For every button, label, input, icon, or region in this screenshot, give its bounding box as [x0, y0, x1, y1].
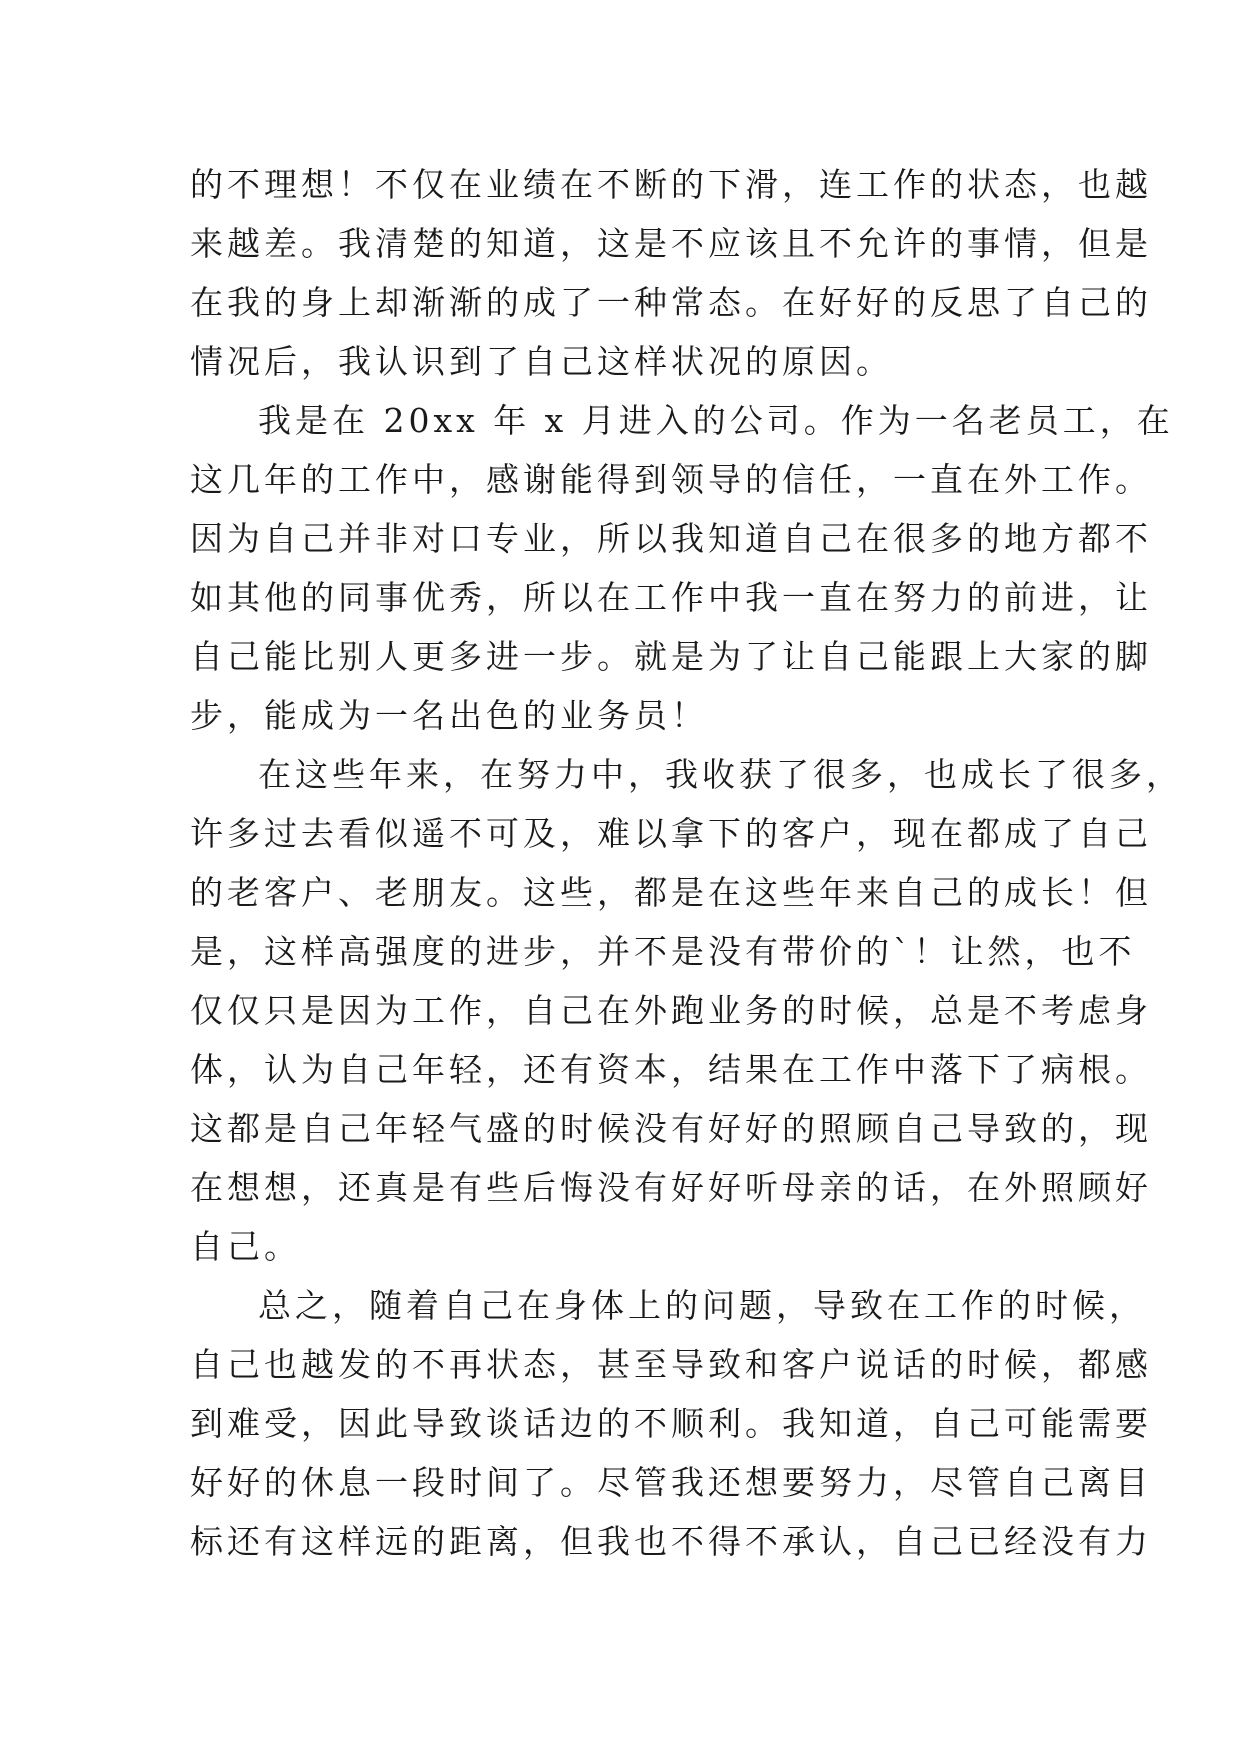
text-line: 这几年的工作中，感谢能得到领导的信任，一直在外工作。 — [190, 460, 1152, 499]
paragraph-first-line: 在这些年来，在努力中，我收获了很多，也成长了很多， — [258, 755, 1183, 794]
text-line: 情况后，我认识到了自己这样状况的原因。 — [190, 342, 893, 381]
text-line: 到难受，因此导致谈话边的不顺利。我知道，自己可能需要 — [190, 1404, 1152, 1443]
text-line: 这都是自己年轻气盛的时候没有好好的照顾自己导致的，现 — [190, 1109, 1152, 1148]
text-line: 自己也越发的不再状态，甚至导致和客户说话的时候，都感 — [190, 1345, 1152, 1384]
text-line: 仅仅只是因为工作，自己在外跑业务的时候，总是不考虑身 — [190, 991, 1152, 1030]
text-line: 在想想，还真是有些后悔没有好好听母亲的话，在外照顾好 — [190, 1168, 1152, 1207]
text-line: 步，能成为一名出色的业务员！ — [190, 696, 708, 735]
text-line: 标还有这样远的距离，但我也不得不承认，自己已经没有力 — [190, 1522, 1152, 1561]
text-line: 好好的休息一段时间了。尽管我还想要努力，尽管自己离目 — [190, 1463, 1152, 1502]
paragraph-first-line: 总之，随着自己在身体上的问题，导致在工作的时候， — [258, 1286, 1146, 1325]
text-line: 自己。 — [190, 1227, 301, 1266]
text-line: 因为自己并非对口专业，所以我知道自己在很多的地方都不 — [190, 519, 1152, 558]
paragraph-first-line: 我是在 20xx 年 x 月进入的公司。作为一名老员工，在 — [258, 401, 1174, 440]
text-line: 在我的身上却渐渐的成了一种常态。在好好的反思了自己的 — [190, 283, 1152, 322]
text-line: 是，这样高强度的进步，并不是没有带价的`！让然，也不 — [190, 932, 1136, 971]
text-line: 许多过去看似遥不可及，难以拿下的客户，现在都成了自己 — [190, 814, 1152, 853]
text-line: 的不理想！不仅在业绩在不断的下滑，连工作的状态，也越 — [190, 165, 1152, 204]
text-line: 来越差。我清楚的知道，这是不应该且不允许的事情，但是 — [190, 224, 1152, 263]
document-body — [190, 155, 1183, 1571]
text-line: 体，认为自己年轻，还有资本，结果在工作中落下了病根。 — [190, 1050, 1152, 1089]
text-line: 如其他的同事优秀，所以在工作中我一直在努力的前进，让 — [190, 578, 1152, 617]
text-line: 自己能比别人更多进一步。就是为了让自己能跟上大家的脚 — [190, 637, 1152, 676]
text-line: 的老客户、老朋友。这些，都是在这些年来自己的成长！但 — [190, 873, 1152, 912]
